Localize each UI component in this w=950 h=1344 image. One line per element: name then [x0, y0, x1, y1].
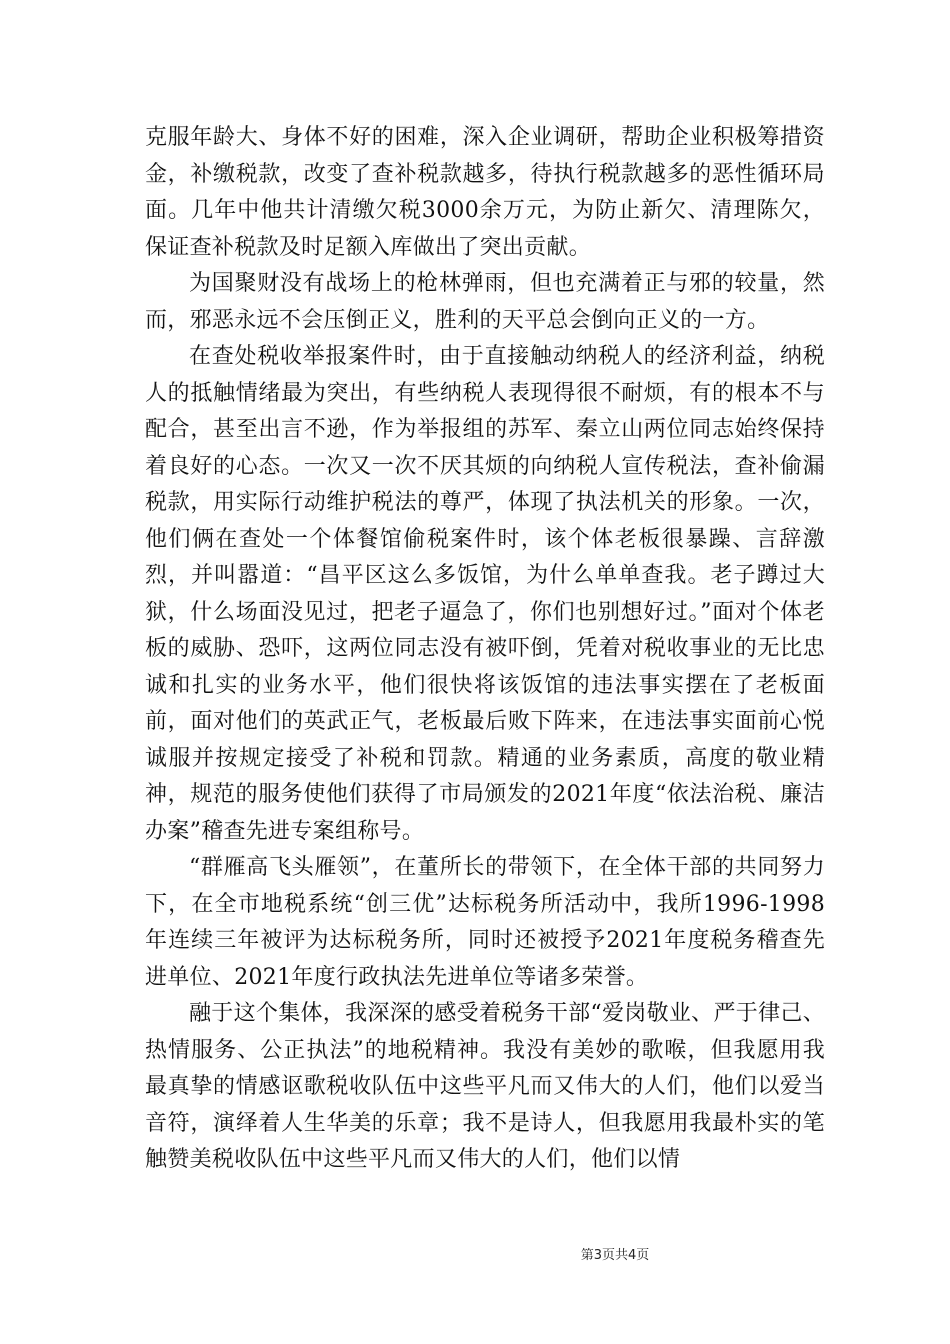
paragraph-3: 在查处税收举报案件时，由于直接触动纳税人的经济利益，纳税人的抵触情绪最为突出，有些纳税人表现得很不耐烦，有的根本不与配合，甚至出言不逊，作为举报组的苏军、秦立山两位同志始终保持着良好的心态。一次又一次不厌其烦的向纳税人宣传税法，查补偷漏税款，用实际行动维护税法的尊严，体现了执法机关的形象。一次，他们俩在查处一个体餐馆偷税案件时，该个体老板很暴躁、言辞激烈，并叫嚣道：“昌平区这么多饭馆，为什么单单查我。老子蹲过大狱，什么场面没见过，把老子逼急了，你们也别想好过。”面对个体老板的威胁、恐吓，这两位同志没有被吓倒，凭着对税收事业的无比忠诚和扎实的业务水平，他们很快将该饭馆的违法事实摆在了老板面前，面对他们的英武正气，老板最后败下阵来，在违法事实面前心悦诚服并按规定接受了补税和罚款。精通的业务素质，高度的敬业精神，规范的服务使他们获得了市局颁发的2021年度“依法治税、廉洁办案”稽查先进专案组称号。: [145, 344, 825, 844]
paragraph-4: “群雁高飞头雁领”，在董所长的带领下，在全体干部的共同努力下，在全市地税系统“创三优”达标税务所活动中，我所1996-1998年连续三年被评为达标税务所，同时还被授予2021年度税务稽查先进单位、2021年度行政执法先进单位等诸多荣誉。: [145, 855, 825, 990]
page-number: 第3页共4页: [580, 1248, 650, 1263]
paragraph-1: 克服年龄大、身体不好的困难，深入企业调研，帮助企业积极筹措资金，补缴税款，改变了查补税款越多，待执行税款越多的恶性循环局面。几年中他共计清缴欠税3000余万元，为防止新欠、清理陈欠，保证查补税款及时足额入库做出了突出贡献。: [145, 125, 825, 260]
paragraph-2: 为国聚财没有战场上的枪林弹雨，但也充满着正与邪的较量，然而，邪恶永远不会压倒正义，胜利的天平总会倒向正义的一方。: [145, 271, 825, 333]
paragraph-5: 融于这个集体，我深深的感受着税务干部“爱岗敬业、严于律己、热情服务、公正执法”的地税精神。我没有美妙的歌喉，但我愿用我最真挚的情感讴歌税收队伍中这些平凡而又伟大的人们，他们以爱当音符，演绎着人生华美的乐章；我不是诗人，但我愿用我最朴实的笔触赞美税收队伍中这些平凡而又伟大的人们，他们以情: [145, 1001, 825, 1172]
document-body: [145, 120, 825, 1179]
